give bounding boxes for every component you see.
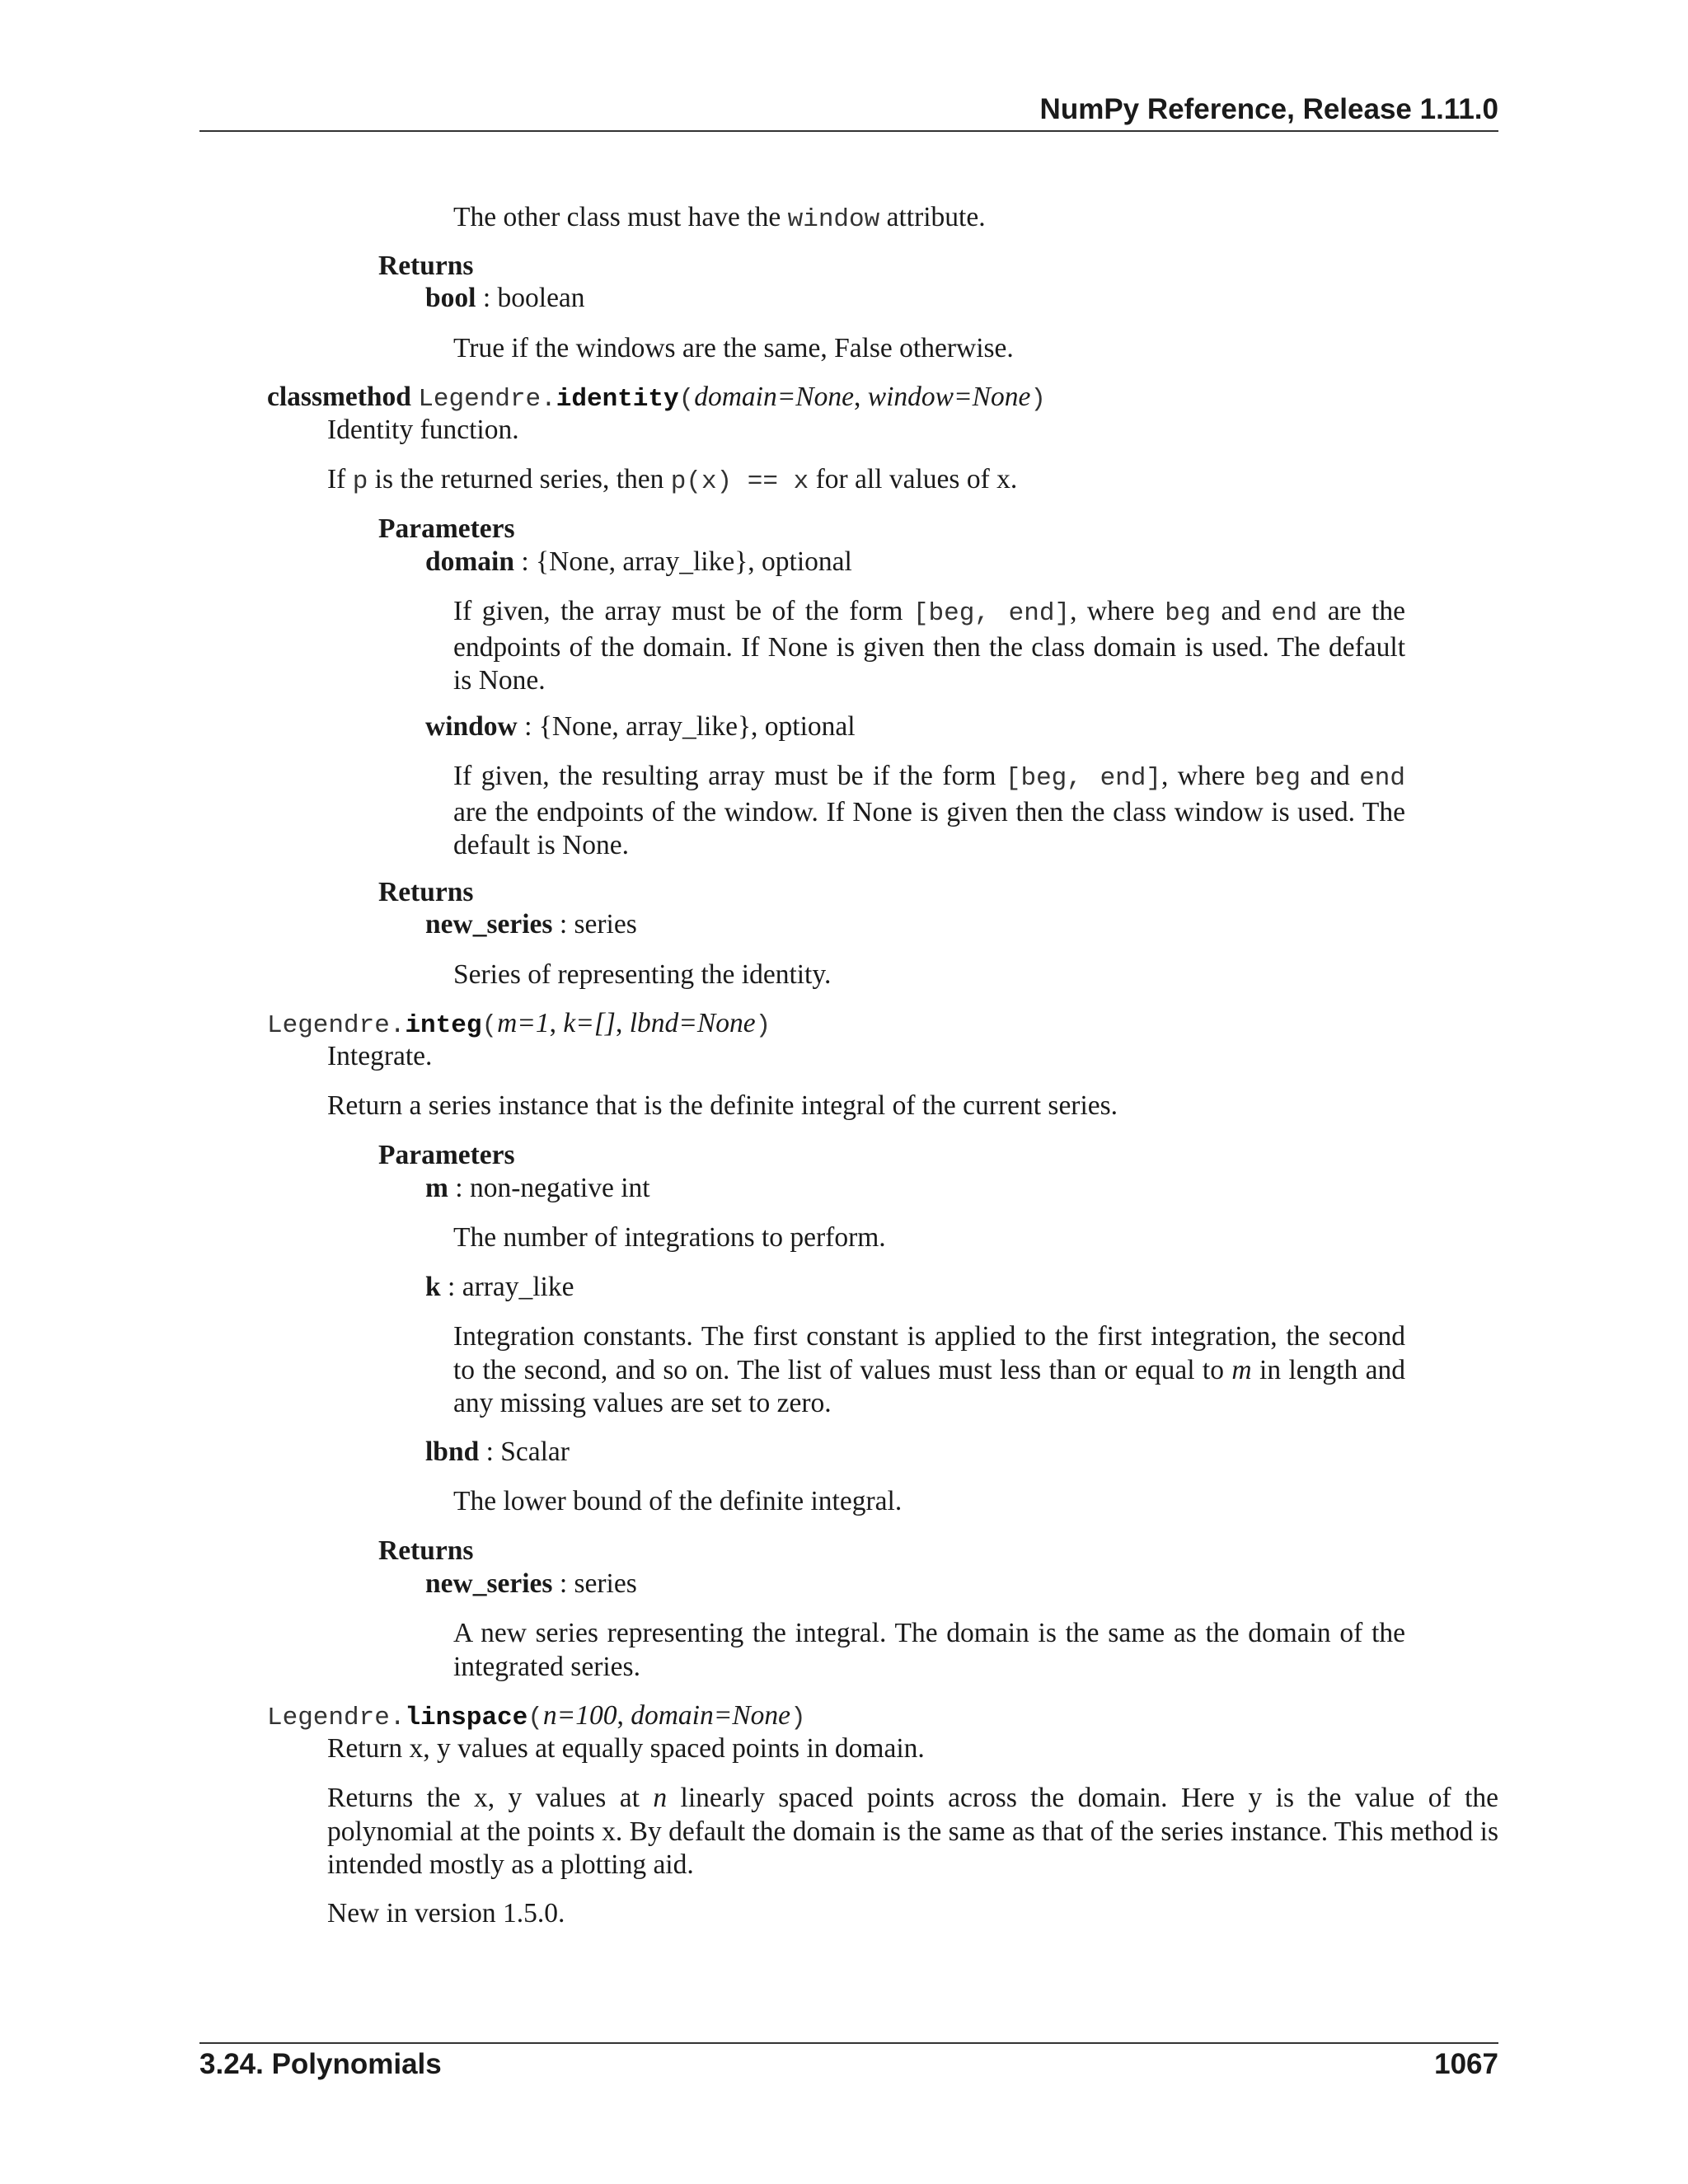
footer-section: 3.24. Polynomials bbox=[199, 2048, 442, 2080]
return-desc: Series of representing the identity. bbox=[453, 959, 832, 990]
returns-label: Returns bbox=[378, 877, 474, 907]
header-rule bbox=[199, 130, 1498, 132]
return-field: bool : boolean bbox=[425, 283, 585, 313]
method-name: linspace bbox=[405, 1704, 528, 1732]
returns-label: Returns bbox=[378, 1535, 474, 1566]
return-desc: A new series representing the integral. The domain is the same as the domain of the integrated series. bbox=[453, 1618, 1405, 1682]
method-description: If p is the returned series, then p(x) == x for all values of x. bbox=[327, 464, 1018, 496]
method-signature-identity[interactable]: classmethod Legendre.identity(domain=None, window=None) bbox=[267, 382, 1046, 414]
return-desc: True if the windows are the same, False otherwise. bbox=[453, 333, 1014, 363]
method-name: integ bbox=[405, 1011, 482, 1040]
returns-label: Returns bbox=[378, 251, 474, 281]
param-lbnd: lbnd : Scalar bbox=[425, 1436, 570, 1467]
parameters-label: Parameters bbox=[378, 513, 515, 544]
param-window: window : {None, array_like}, optional bbox=[425, 711, 856, 742]
param-k: k : array_like bbox=[425, 1272, 574, 1302]
parameters-label: Parameters bbox=[378, 1140, 515, 1170]
return-field: new_series : series bbox=[425, 1568, 637, 1599]
param-m-desc: The number of integrations to perform. bbox=[453, 1222, 886, 1253]
method-signature-linspace[interactable]: Legendre.linspace(n=100, domain=None) bbox=[267, 1700, 806, 1732]
method-summary: Identity function. bbox=[327, 415, 519, 445]
other-class-text: The other class must have the window attribute. bbox=[453, 202, 986, 234]
param-domain-desc: If given, the array must be of the form [beg, end], where beg and end are the endpoints of the domain. If None is given then the class domain is used. The default is None. bbox=[453, 596, 1406, 696]
method-summary: Return x, y values at equally spaced points in domain. bbox=[327, 1733, 925, 1764]
param-domain: domain : {None, array_like}, optional bbox=[425, 546, 852, 577]
running-footer bbox=[199, 2044, 1498, 2085]
running-header: NumPy Reference, Release 1.11.0 bbox=[1039, 93, 1498, 125]
param-k-desc: Integration constants. The first constant is applied to the first integration, the second to the second, and so on. The list of values must less than or equal to m in length and any missing values are set to zero. bbox=[453, 1321, 1405, 1418]
code-window: window bbox=[787, 205, 880, 234]
page-number: 1067 bbox=[1434, 2048, 1498, 2080]
method-signature-integ[interactable]: Legendre.integ(m=1, k=[], lbnd=None) bbox=[267, 1008, 771, 1040]
param-m: m : non-negative int bbox=[425, 1173, 650, 1203]
method-name: identity bbox=[556, 385, 679, 414]
method-summary: Integrate. bbox=[327, 1041, 433, 1071]
param-window-desc: If given, the resulting array must be if the form [beg, end], where beg and end are the endpoints of the window. If None is given then the class window is used. The default is None. bbox=[453, 761, 1406, 860]
param-lbnd-desc: The lower bound of the definite integral. bbox=[453, 1486, 903, 1516]
return-field: new_series : series bbox=[425, 909, 637, 940]
method-description: Return a series instance that is the definite integral of the current series. bbox=[327, 1090, 1118, 1121]
version-note: New in version 1.5.0. bbox=[327, 1898, 565, 1929]
method-description: Returns the x, y values at n linearly spaced points across the domain. Here y is the value of the polynomial at the points x. By default the domain is the same as that of the series instance. This method is intended mostly as a plotting aid. bbox=[327, 1783, 1499, 1880]
